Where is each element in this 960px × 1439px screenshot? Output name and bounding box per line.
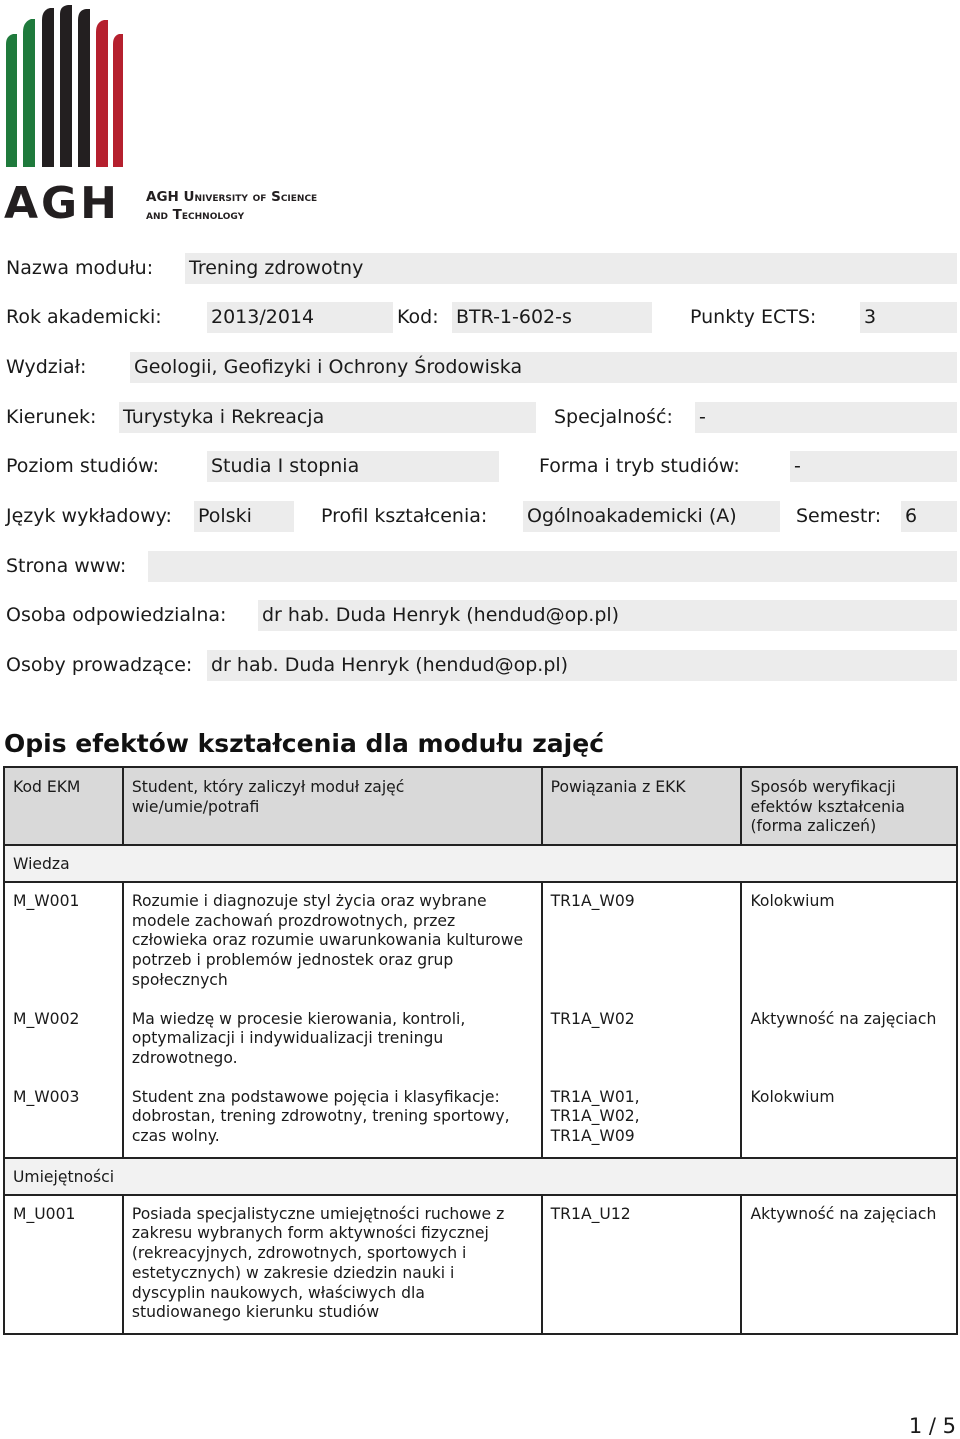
svg-text:and Technology: and Technology — [146, 207, 245, 222]
agh-logo — [2, 2, 347, 222]
row-ekk: TR1A_W02 — [542, 1001, 742, 1079]
website-label: Strona www: — [6, 555, 127, 577]
language-value: Polski — [194, 501, 294, 532]
svg-text:AGH: AGH — [4, 178, 120, 222]
agh-logo-graphic — [2, 2, 347, 222]
table-row — [4, 1079, 957, 1158]
row-ekk: TR1A_W01, TR1A_W02, TR1A_W09 — [542, 1079, 742, 1158]
svg-text:AGH University of Science: AGH University of Science — [146, 189, 318, 205]
row-code: M_U001 — [4, 1195, 123, 1334]
website-value — [148, 551, 957, 582]
table-row — [4, 1195, 957, 1334]
section-row-skills — [4, 1158, 957, 1195]
table-header-row — [4, 767, 957, 845]
row-code: M_W001 — [4, 882, 123, 1001]
profile-value: Ogólnoakademicki (A) — [523, 501, 780, 532]
row-description: Rozumie i diagnozuje styl życia oraz wybrane modele zachowań prozdrowotnych, przez człowieka oraz rozumie uwarunkowania kulturowe potrzeb i problemów jednostek oraz grup społecznych — [123, 882, 542, 1001]
study-mode-value: - — [790, 451, 957, 482]
row-code: M_W003 — [4, 1079, 123, 1158]
study-mode-label: Forma i tryb studiów: — [539, 455, 740, 477]
semester-value: 6 — [901, 501, 957, 532]
specialty-label: Specjalność: — [554, 406, 673, 428]
responsible-person-label: Osoba odpowiedzialna: — [6, 604, 227, 626]
row-description: Posiada specjalistyczne umiejętności ruchowe z zakresu wybranych form aktywności fizycznej (rekreacyjnych, zdrowotnych, sportowych i estetycznych) w zakresie dziedzin nauki i dyscyplin naukowych, właściwych dla studiowanego kierunku studiów — [123, 1195, 542, 1334]
academic-year-label: Rok akademicki: — [6, 306, 162, 328]
responsible-person-value: dr hab. Duda Henryk (hendud@op.pl) — [258, 600, 957, 631]
ects-value: 3 — [860, 302, 957, 333]
ects-label: Punkty ECTS: — [690, 306, 817, 328]
learning-outcomes-table — [3, 766, 958, 1335]
study-level-value: Studia I stopnia — [207, 451, 499, 482]
instructors-value: dr hab. Duda Henryk (hendud@op.pl) — [207, 650, 957, 681]
section-label: Umiejętności — [4, 1158, 957, 1195]
row-verification: Kolokwium — [741, 1079, 957, 1158]
instructors-label: Osoby prowadzące: — [6, 654, 193, 676]
specialty-value: - — [695, 402, 957, 433]
header-ekk: Powiązania z EKK — [542, 767, 742, 845]
header-description: Student, który zaliczył moduł zajęć wie/umie/potrafi — [123, 767, 542, 845]
row-ekk: TR1A_W09 — [542, 882, 742, 1001]
semester-label: Semestr: — [796, 505, 882, 527]
code-label: Kod: — [397, 306, 439, 328]
faculty-value: Geologii, Geofizyki i Ochrony Środowiska — [130, 352, 957, 383]
row-description: Student zna podstawowe pojęcia i klasyfikacje: dobrostan, trening zdrowotny, trening sportowy, czas wolny. — [123, 1079, 542, 1158]
profile-label: Profil kształcenia: — [321, 505, 488, 527]
field-of-study-value: Turystyka i Rekreacja — [119, 402, 536, 433]
table-row — [4, 1001, 957, 1079]
learning-outcomes-title: Opis efektów kształcenia dla modułu zajęć — [4, 729, 605, 758]
faculty-label: Wydział: — [6, 356, 87, 378]
table-row — [4, 882, 957, 1001]
row-verification: Kolokwium — [741, 882, 957, 1001]
module-name-value: Trening zdrowotny — [185, 253, 957, 284]
row-description: Ma wiedzę w procesie kierowania, kontroli, optymalizacji i indywidualizacji treningu zdrowotnego. — [123, 1001, 542, 1079]
header-code: Kod EKM — [4, 767, 123, 845]
language-label: Język wykładowy: — [6, 505, 172, 527]
section-row-knowledge — [4, 845, 957, 882]
code-value: BTR-1-602-s — [452, 302, 652, 333]
page-number: 1 / 5 — [908, 1414, 956, 1438]
row-ekk: TR1A_U12 — [542, 1195, 742, 1334]
study-level-label: Poziom studiów: — [6, 455, 160, 477]
module-name-label: Nazwa modułu: — [6, 257, 154, 279]
row-verification: Aktywność na zajęciach — [741, 1195, 957, 1334]
academic-year-value: 2013/2014 — [207, 302, 393, 333]
section-label: Wiedza — [4, 845, 957, 882]
row-verification: Aktywność na zajęciach — [741, 1001, 957, 1079]
field-of-study-label: Kierunek: — [6, 406, 97, 428]
row-code: M_W002 — [4, 1001, 123, 1079]
header-verification: Sposób weryfikacji efektów kształcenia (forma zaliczeń) — [741, 767, 957, 845]
